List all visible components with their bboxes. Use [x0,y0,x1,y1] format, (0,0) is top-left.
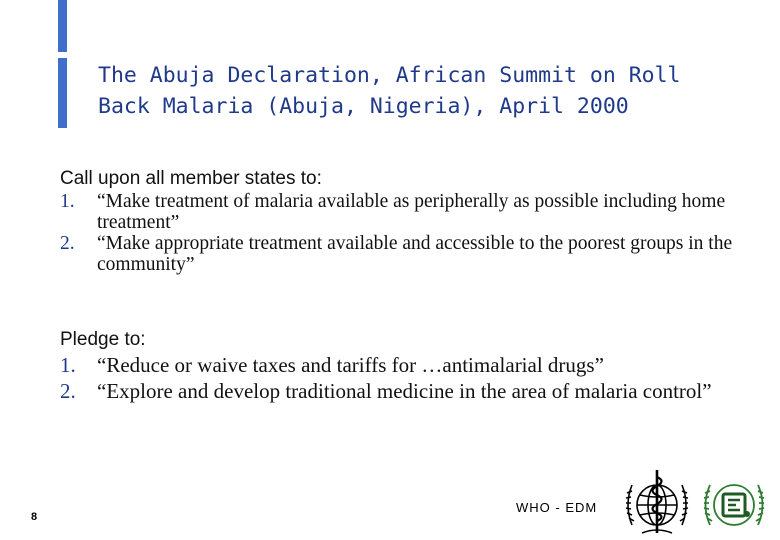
footer-label: WHO - EDM [516,500,598,515]
call-section [60,167,737,275]
edm-logo-icon [698,467,770,537]
who-emblem-icon [622,467,692,537]
list-item [60,191,737,233]
page-number: 8 [31,511,38,523]
item-number: 1. [60,353,76,377]
pledge-list [60,352,737,404]
call-heading: Call upon all member states to: [60,168,322,189]
item-text: “Explore and develop traditional medicine in the area of malaria control” [97,379,712,403]
list-item [60,352,737,378]
list-item [60,233,737,275]
item-number: 2. [60,379,76,403]
item-number: 1. [60,191,75,212]
item-number: 2. [60,233,75,254]
pledge-heading: Pledge to: [60,329,146,350]
item-text: “Make treatment of malaria available as peripherally as possible including home treatment” [97,191,726,233]
accent-bar-bottom [58,58,67,128]
item-text: “Make appropriate treatment available and accessible to the poorest groups in the community” [97,233,733,275]
accent-bar-top [58,0,67,52]
item-text: “Reduce or waive taxes and tariffs for …antimalarial drugs” [97,353,604,377]
call-list [60,191,737,275]
slide-title: The Abuja Declaration, African Summit on Roll Back Malaria (Abuja, Nigeria), April 2000 [98,63,681,119]
pledge-section [60,328,737,404]
list-item [60,378,737,404]
